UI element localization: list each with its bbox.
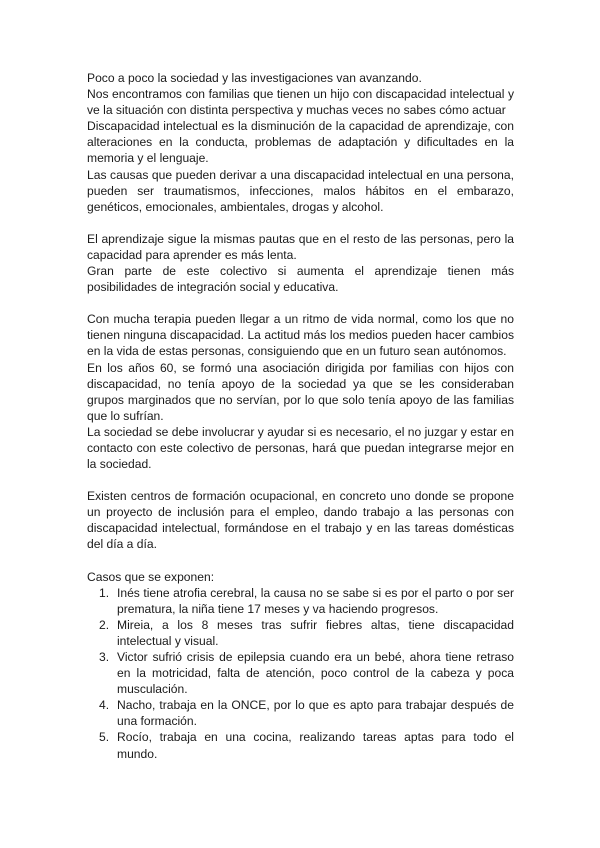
- list-item: [99, 617, 514, 649]
- list-item-text: Victor sufrió crisis de epilepsia cuando era un bebé, ahora tiene retraso en la motricidad, falta de atención, poco control de la cabeza y poca musculación.: [117, 650, 514, 697]
- paragraph: La sociedad se debe involucrar y ayudar si es necesario, el no juzgar y estar en contacto con este colectivo de personas, hará que puedan integrarse mejor en la sociedad.: [87, 424, 514, 472]
- list-item: [99, 585, 514, 617]
- paragraph-gap: [87, 553, 514, 569]
- list-item-text: Inés tiene atrofia cerebral, la causa no se sabe si es por el parto o por ser prematura, la niña tiene 17 meses y va haciendo progresos.: [117, 585, 514, 616]
- list-item-text: Rocío, trabaja en una cocina, realizando tareas aptas para todo el mundo.: [117, 730, 514, 761]
- list-item-number: 1.: [99, 585, 110, 600]
- list-item: [99, 649, 514, 697]
- paragraph: Existen centros de formación ocupacional, en concreto uno donde se propone un proyecto de inclusión para el empleo, dando trabajo a las personas con discapacidad intelectual, formándose en el trabajo y en las tareas domésticas del día a día.: [87, 489, 514, 552]
- paragraph-gap: [87, 472, 514, 488]
- list-item-text: Mireia, a los 8 meses tras sufrir fiebres altas, tiene discapacidad intelectual y visual.: [117, 617, 514, 648]
- list-item: [99, 729, 514, 761]
- paragraph: Con mucha terapia pueden llegar a un ritmo de vida normal, como los que no tienen ninguna discapacidad. La actitud más los medios pueden hacer cambios en la vida de estas personas, consiguiendo que en un futuro sean autónomos.: [87, 312, 514, 359]
- list-item-number: 3.: [99, 650, 110, 664]
- paragraph: El aprendizaje sigue la mismas pautas que en el resto de las personas, pero la capacidad para aprender es más lenta.: [87, 231, 514, 262]
- list-item-number: 5.: [99, 730, 110, 745]
- cases-list: [87, 585, 514, 762]
- paragraph: Las causas que pueden derivar a una discapacidad intelectual en una persona, pueden ser traumatismos, infecciones, malos hábitos en el embarazo, genéticos, emocionales, ambientales, drogas y alcohol.: [87, 167, 514, 214]
- list-item: [99, 697, 514, 729]
- cases-heading: Casos que se exponen:: [87, 569, 215, 584]
- document-body: [87, 70, 514, 762]
- paragraph: Nos encontramos con familias que tienen un hijo con discapacidad intelectual y ve la situación con distinta perspectiva y muchas veces no sabes cómo actuar: [87, 87, 514, 118]
- list-item-number: 4.: [99, 698, 110, 713]
- paragraph: Poco a poco la sociedad y las investigaciones van avanzando.: [87, 71, 422, 85]
- list-item-number: 2.: [99, 617, 110, 632]
- paragraph: Discapacidad intelectual es la disminución de la capacidad de aprendizaje, con alteraciones en la conducta, problemas de adaptación y dificultades en la memoria y el lenguaje.: [87, 119, 514, 166]
- paragraph-gap: [87, 215, 514, 231]
- list-item-text: Nacho, trabaja en la ONCE, por lo que es apto para trabajar después de una formación.: [117, 698, 514, 729]
- paragraph-gap: [87, 295, 514, 311]
- paragraph: Gran parte de este colectivo si aumenta el aprendizaje tienen más posibilidades de integración social y educativa.: [87, 264, 514, 295]
- paragraph: En los años 60, se formó una asociación dirigida por familias con hijos con discapacidad, no tenía apoyo de la sociedad ya que se les consideraban grupos marginados que no servían, por lo que solo tenía apoyo de las familias que lo sufrían.: [87, 360, 514, 423]
